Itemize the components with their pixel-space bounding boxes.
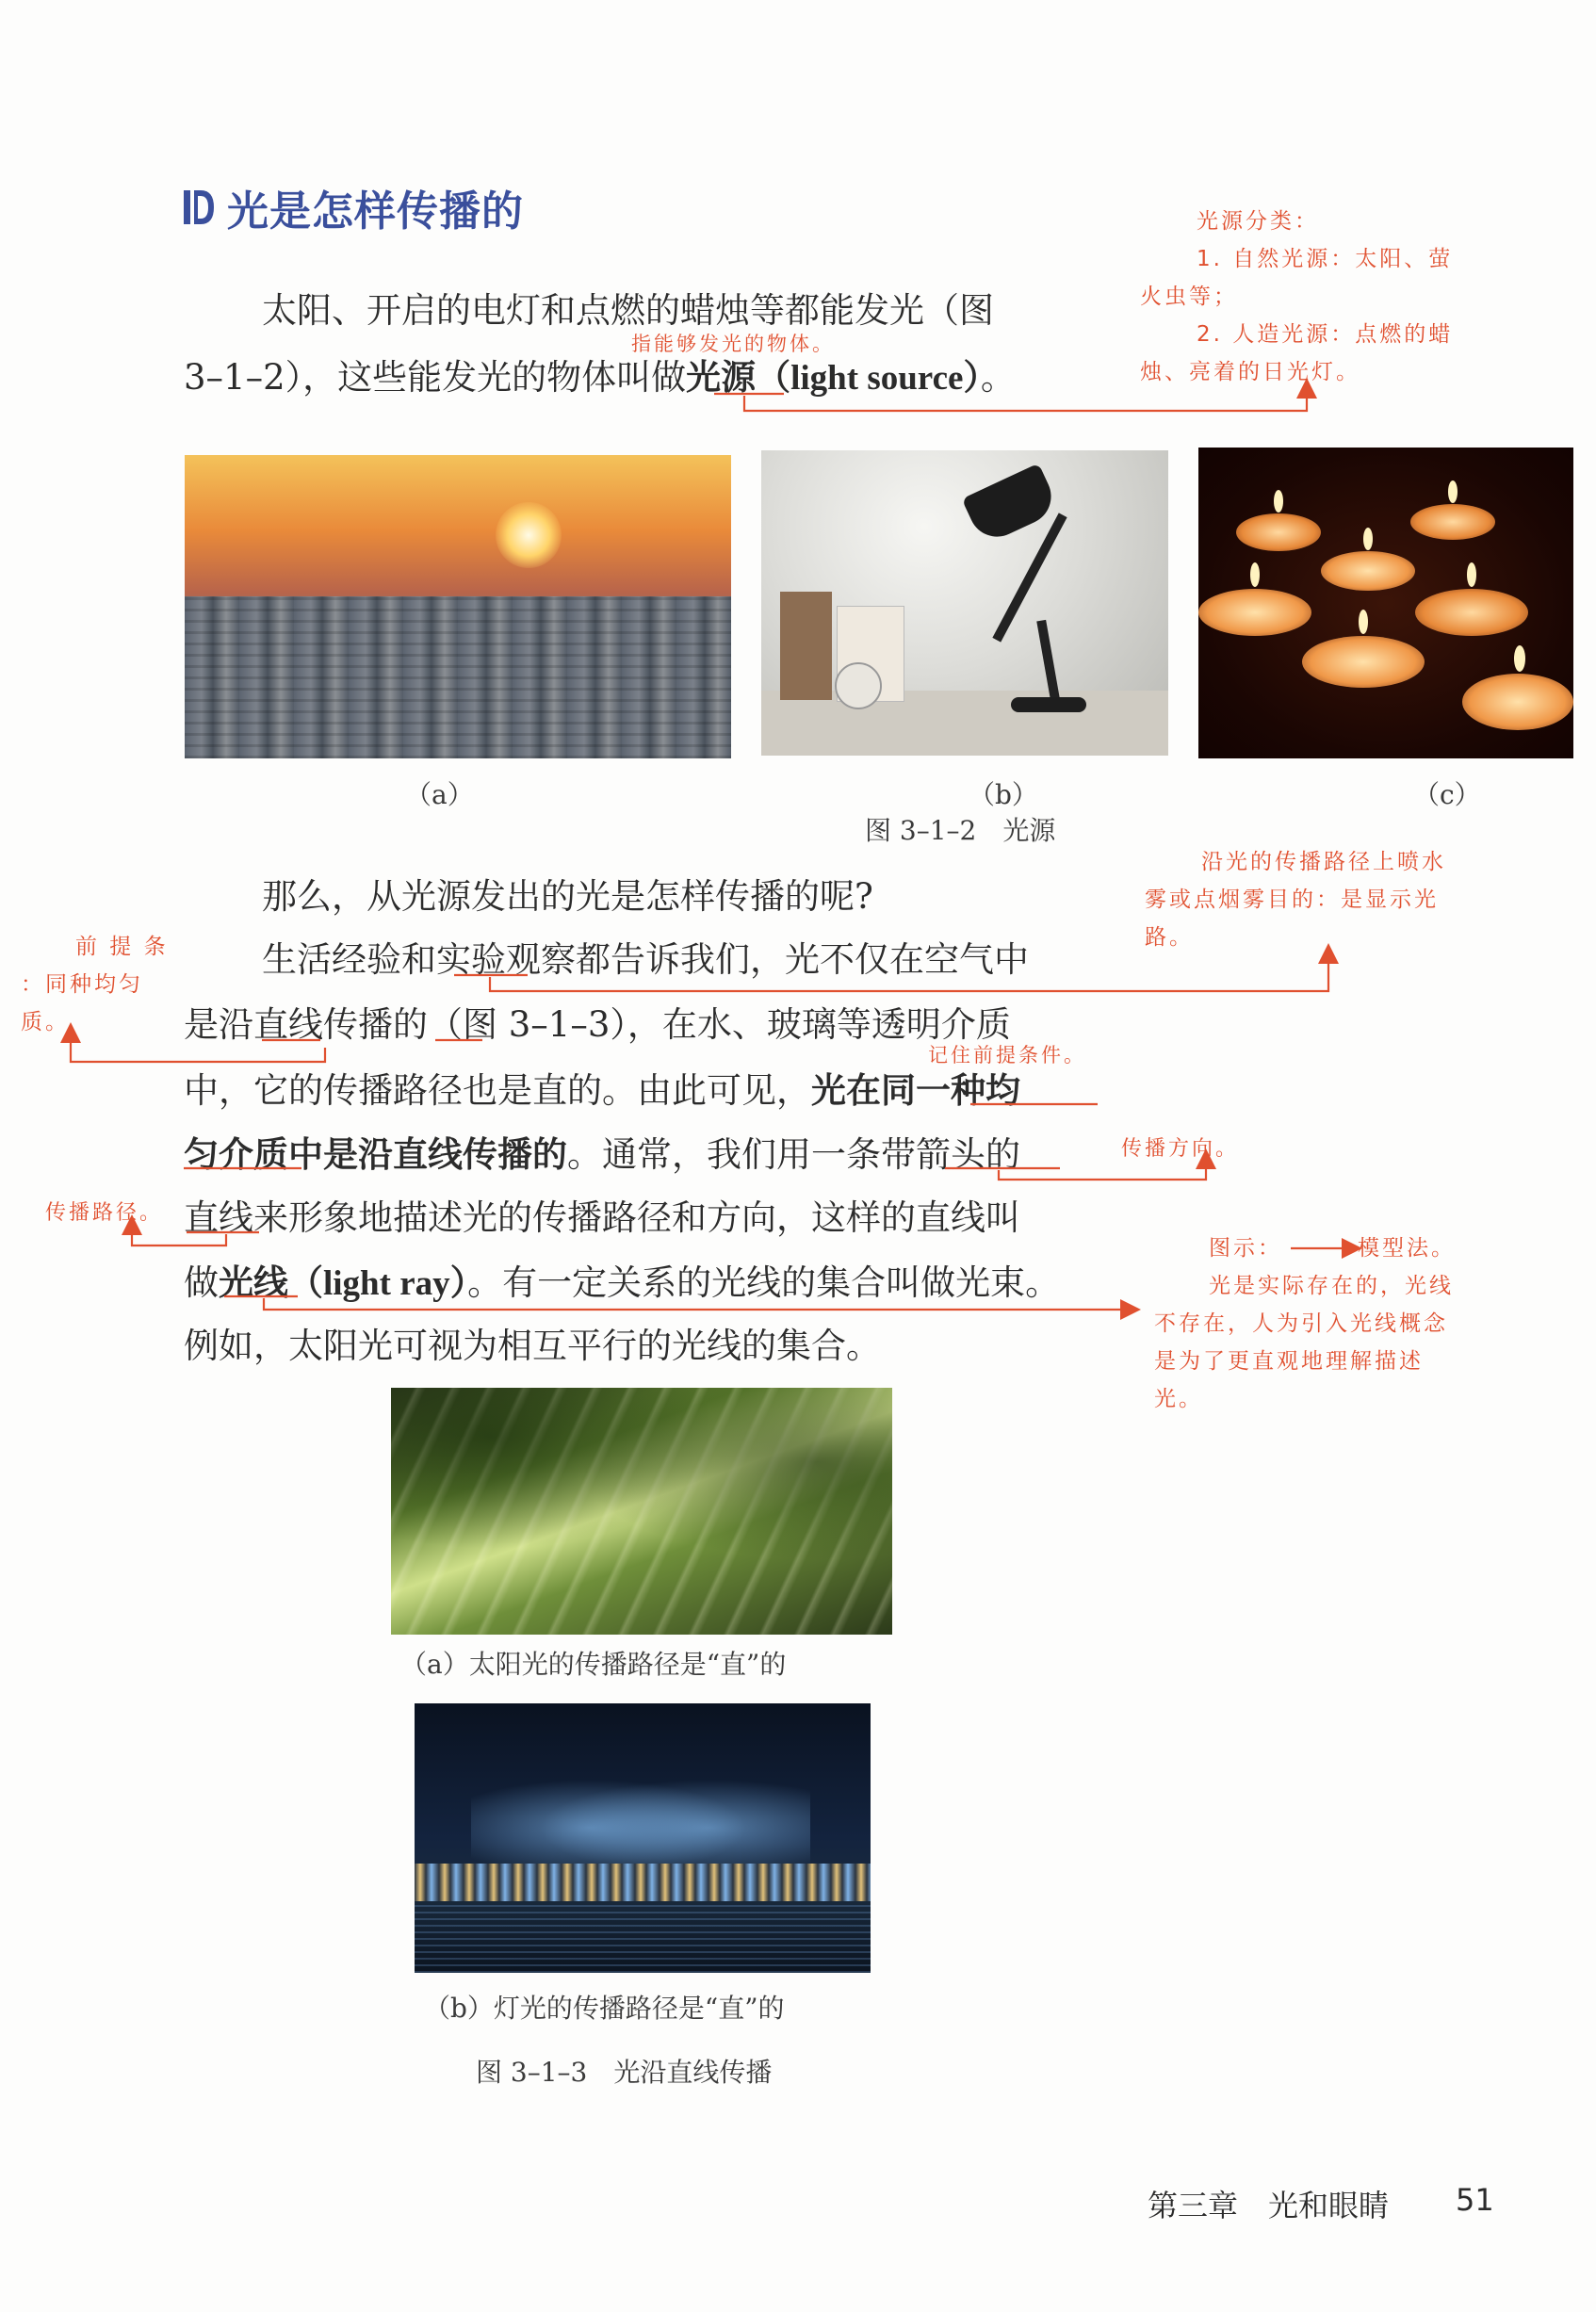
para3-line5: 直线来形象地描述光的传播路径和方向，这样的直线叫 [184,1197,1020,1238]
note-model-line3: 不存在，人为引入光线概念 [1154,1311,1448,1336]
law-statement-part2: 匀介质中是沿直线传播的 [184,1133,567,1175]
note-class-line4: 2. 人造光源：点燃的蜡 [1197,322,1454,347]
para1-line2 [184,344,1016,412]
fig313-caption-b: （b）灯光的传播路径是“直”的 [424,1993,785,2024]
page-number: 51 [1456,2182,1494,2218]
note-light-source-definition: 指能够发光的物体。 [631,333,835,355]
fig312-label-b: （b） [969,779,1038,810]
note-spray-purpose [1145,843,1446,956]
note-class-line3: 火虫等； [1140,285,1238,309]
fig312-label-a: （a） [405,779,474,810]
note-spray-line2: 雾或点烟雾目的：是显示光 [1145,887,1439,912]
note-class-line1: 光源分类： [1197,209,1319,234]
note-remember-premise: 记住前提条件。 [928,1044,1086,1066]
note-model-method [1154,1229,1456,1418]
fig312-caption: 图 3–1–2 光源 [865,815,1056,846]
note-model-line1: 图示： [1209,1236,1282,1261]
term-light-ray: 光线 [219,1262,288,1303]
para3-line6-text: 。有一定关系的光线的集合叫做光束。 [467,1262,1061,1303]
city-sunset-photo [185,455,731,758]
note-spray-line1: 沿光的传播路径上喷水 [1201,850,1446,874]
para3-line1: 生活经验和实验观察都告诉我们，光不仅在空气中 [262,939,1029,980]
note-premise-line2: ：同种均匀 [21,972,143,997]
para2-line1: 那么，从光源发出的光是怎样传播的呢? [262,876,873,917]
section-marker-icon [184,188,214,226]
note-model-line4: 是为了更直观地理解描述 [1154,1349,1424,1374]
section-heading [184,177,524,237]
term-light-ray-en: （light ray） [288,1264,468,1303]
para3-line6 [184,1249,1060,1317]
note-premise-condition [21,928,169,1041]
para3-line4 [184,1121,1020,1188]
note-model-line2: 光是实际存在的，光线 [1209,1274,1454,1298]
para3-line4-text: 。通常，我们用一条带箭头的 [567,1134,1020,1175]
fig313-caption-a: （a）太阳光的传播路径是“直”的 [400,1649,787,1680]
footer-chapter: 第三章 光和眼睛 [1148,2188,1390,2223]
para1-line2-text: 3–1–2），这些能发光的物体叫做 [184,357,687,398]
note-model-line1b: 模型法。 [1358,1236,1456,1261]
note-path: 传播路径。 [45,1201,164,1225]
city-night-lights-photo [415,1703,871,1973]
forest-sunlight-photo [391,1388,892,1635]
note-direction: 传播方向。 [1121,1137,1240,1161]
fig312-label-c: （c） [1413,779,1481,810]
note-class-line2: 1. 自然光源：太阳、萤 [1197,247,1454,271]
term-light-source: 光源 [686,356,757,398]
note-spray-line3: 路。 [1145,925,1194,950]
term-light-source-en: （light source） [756,359,981,398]
para3-line3 [184,1057,1020,1124]
note-class-line5: 烛、亮着的日光灯。 [1140,360,1360,384]
note-premise-line3: 质。 [21,1010,70,1034]
note-light-source-classification [1140,203,1453,391]
para3-line6-start: 做 [184,1262,219,1303]
para1-line2-end: 。 [980,357,1016,398]
candles-photo [1198,448,1573,758]
desk-lamp-photo [761,450,1168,756]
note-premise-line1: 前 提 条 [75,935,169,959]
para3-line3-text: 中，它的传播路径也是直的。由此可见， [184,1070,811,1111]
section-title: 光是怎样传播的 [227,187,524,236]
note-model-line5: 光。 [1154,1387,1203,1411]
law-statement-part1: 光在同一种均 [811,1069,1020,1111]
para1-line1: 太阳、开启的电灯和点燃的蜡烛等都能发光（图 [262,290,994,331]
fig313-caption: 图 3–1–3 光沿直线传播 [476,2057,773,2088]
para3-line2: 是沿直线传播的（图 3–1–3），在水、玻璃等透明介质 [184,1004,1011,1045]
para3-line7: 例如，太阳光可视为相互平行的光线的集合。 [184,1326,881,1366]
